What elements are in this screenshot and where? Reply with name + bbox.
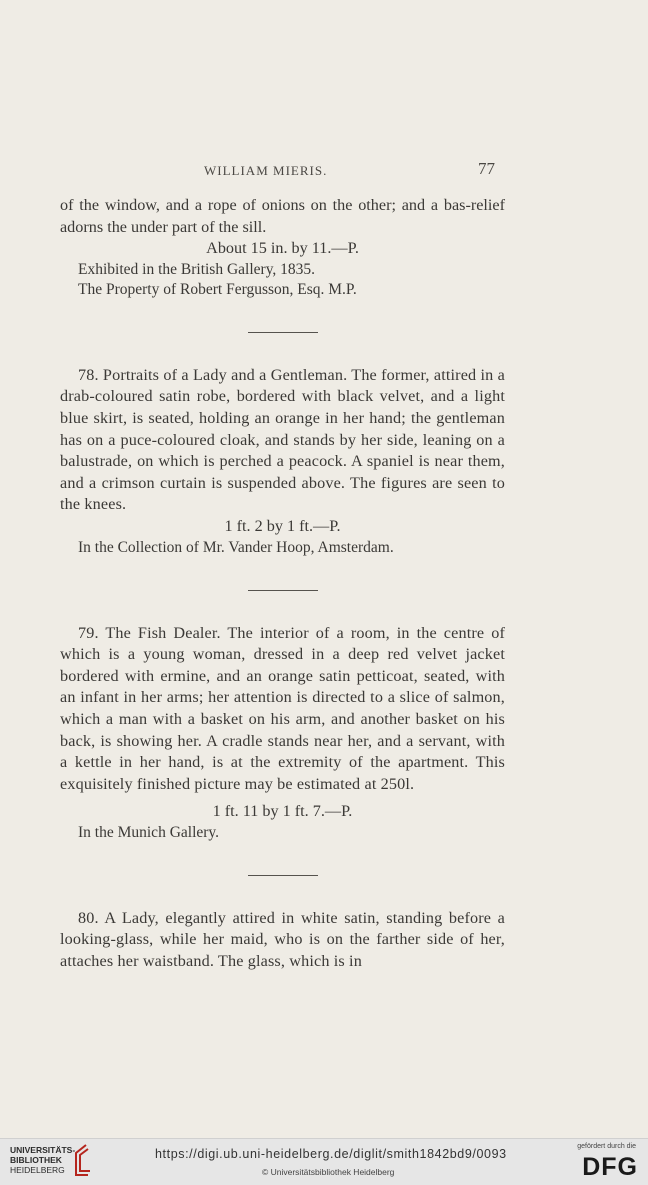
entry-79-text: 79. The Fish Dealer. The interior of a room, in the centre of which is a young woman, dressed in a deep red velvet jacket bordered with ermine, and an orange satin petticoat, seated, with an infant in her arms; her attention is directed to a slice of salmon, which a man with a basket on his arm, and another basket on his back, is showing her. A cradle stands near her, and a servant, with a kettle in her hand, is at the extremity of the apartment. This exquisitely finished picture may be estimated at 250l. bbox=[60, 623, 505, 793]
funder-caption: gefördert durch die bbox=[577, 1143, 636, 1150]
continuation-exhibited: Exhibited in the British Gallery, 1835. bbox=[78, 260, 316, 278]
library-name-line-1: UNIVERSITÄTS- bbox=[10, 1145, 76, 1155]
copyright-notice: © Universitätsbibliothek Heidelberg bbox=[262, 1167, 395, 1177]
running-title: WILLIAM MIERIS. bbox=[204, 163, 328, 178]
body-text bbox=[60, 195, 505, 973]
library-emblem-icon bbox=[70, 1143, 92, 1177]
entry-79-size: 1 ft. 11 by 1 ft. 7.—P. bbox=[212, 802, 353, 821]
continuation-paragraph: of the window, and a rope of onions on the other; and a bas-relief adorns the under part of the sill. bbox=[60, 196, 505, 236]
page-number: 77 bbox=[478, 159, 495, 178]
library-name-line-3: HEIDELBERG bbox=[10, 1165, 65, 1175]
entry-78-collection: In the Collection of Mr. Vander Hoop, Amsterdam. bbox=[78, 538, 394, 556]
entry-78-text: 78. Portraits of a Lady and a Gentleman. The former, attired in a drab-coloured satin robe, bordered with black velvet, and a light blue skirt, is seated, holding an orange in her hand; the gentleman has on a puce-coloured cloak, and stands by her side, leaning on a balustrade, on which is perched a peacock. A spaniel is near them, and a crimson curtain is suspended above. The figures are seen to the knees. bbox=[60, 365, 505, 514]
entry-80-text: 80. A Lady, elegantly attired in white satin, standing before a looking-glass, while her maid, who is on the farther side of her, attaches her waistband. The glass, which is in bbox=[60, 908, 505, 971]
continuation-property: The Property of Robert Fergusson, Esq. M.P. bbox=[78, 280, 357, 298]
permalink-url[interactable]: https://digi.ub.uni-heidelberg.de/diglit/smith1842bd9/0093 bbox=[155, 1147, 507, 1161]
entry-78-size: 1 ft. 2 by 1 ft.—P. bbox=[224, 516, 341, 535]
library-name-line-2: BIBLIOTHEK bbox=[10, 1155, 62, 1165]
dfg-logo[interactable]: DFG bbox=[582, 1153, 638, 1181]
entry-79-collection: In the Munich Gallery. bbox=[78, 823, 220, 841]
library-logo[interactable] bbox=[10, 1145, 75, 1175]
continuation-size: About 15 in. by 11.—P. bbox=[206, 239, 359, 258]
viewer-footer bbox=[0, 1138, 648, 1185]
